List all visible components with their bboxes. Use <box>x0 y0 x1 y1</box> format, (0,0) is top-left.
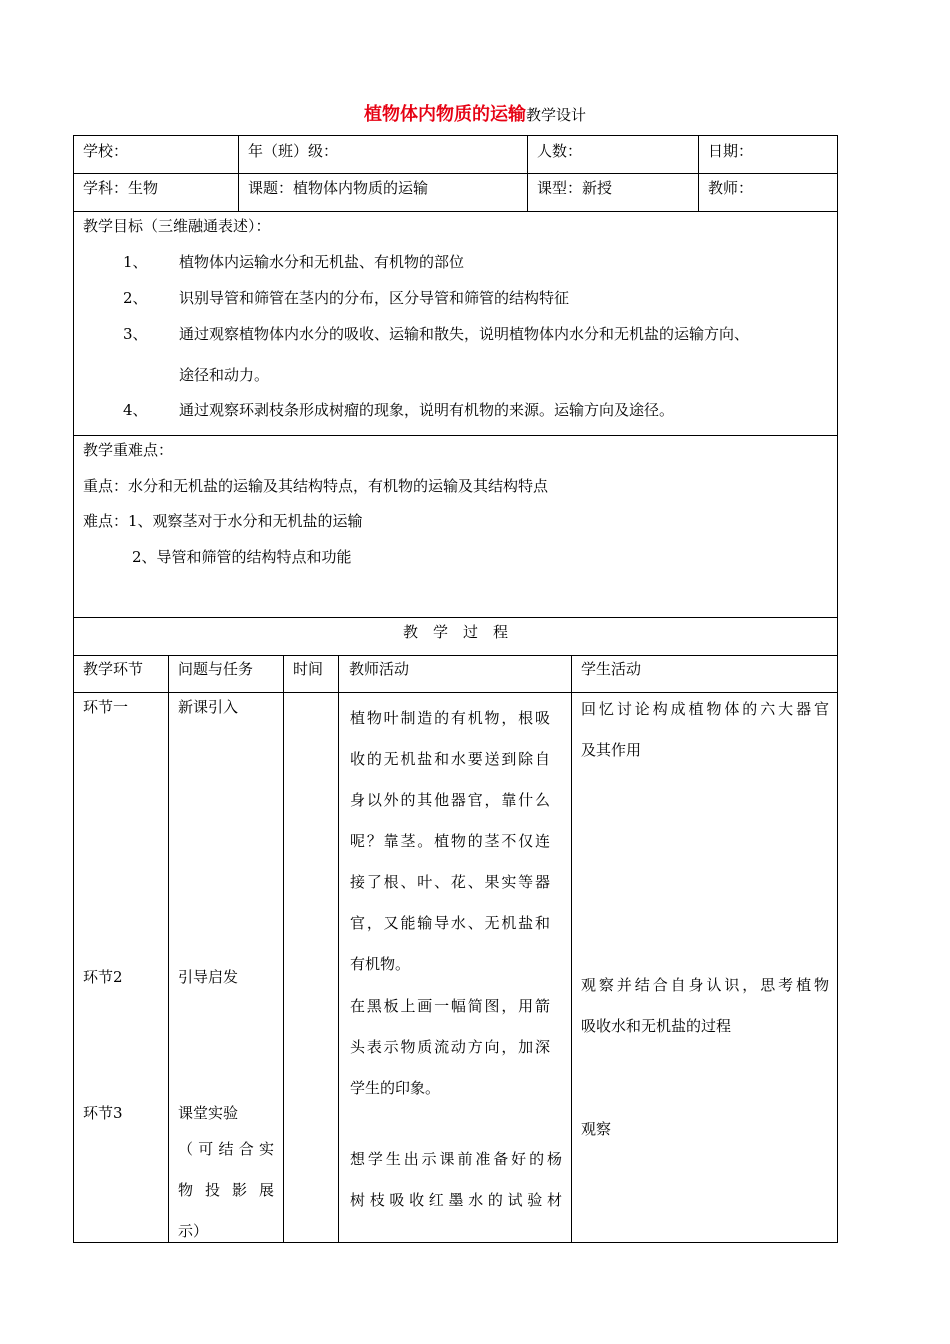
key-points: 重点：水分和无机盐的运输及其结构特点，有机物的运输及其结构特点 <box>83 477 549 495</box>
teacher-activity-1 <box>350 709 550 996</box>
title-suffix: 教学设计 <box>525 106 586 124</box>
text-line: 收的无机盐和水要送到除自 <box>350 750 550 768</box>
task-label: 引导启发 <box>178 968 239 986</box>
column-divider <box>571 655 572 1243</box>
process-title: 教 学 过 程 <box>402 623 508 641</box>
lesson-plan-table <box>73 135 838 1243</box>
objective-number: 2、 <box>123 289 148 307</box>
student-activity-2 <box>581 976 829 1058</box>
header-stage: 教学环节 <box>83 660 144 678</box>
task-note <box>178 1140 274 1263</box>
header-task: 问题与任务 <box>178 660 254 678</box>
count-label: 人数： <box>537 142 583 160</box>
row-divider <box>73 655 838 656</box>
text-line: 吸收水和无机盐的过程 <box>581 1017 732 1035</box>
row-divider <box>73 617 838 618</box>
text-line: 头表示物质流动方向，加深 <box>350 1038 550 1056</box>
table-border-right <box>837 135 838 1243</box>
objective-number: 1、 <box>123 253 148 271</box>
text-line: 树枝吸收红墨水的试验材 <box>350 1191 562 1209</box>
stage-label: 环节2 <box>83 968 123 986</box>
task-label: 新课引入 <box>178 698 239 716</box>
teacher-label: 教师： <box>708 179 754 197</box>
text-line: 官，又能输导水、无机盐和 <box>350 914 550 932</box>
task-note-line: 示） <box>178 1222 209 1240</box>
date-label: 日期： <box>708 142 754 160</box>
title-main: 植物体内物质的运输 <box>363 104 526 125</box>
text-line: 回忆讨论构成植物体的六大器官 <box>581 700 829 718</box>
objective-text: 识别导管和筛管在茎内的分布，区分导管和筛管的结构特征 <box>179 289 570 307</box>
school-label: 学校： <box>83 142 129 160</box>
header-teacher-activity: 教师活动 <box>349 660 410 678</box>
text-line: 植物叶制造的有机物，根吸 <box>350 709 550 727</box>
objective-text: 通过观察植物体内水分的吸收、运输和散失，说明植物体内水分和无机盐的运输方向、 <box>179 325 750 343</box>
topic-label: 课题：植物体内物质的运输 <box>248 179 429 197</box>
text-line: 想学生出示课前准备好的杨 <box>350 1150 562 1168</box>
objective-text: 植物体内运输水分和无机盐、有机物的部位 <box>179 253 465 271</box>
difficulty-heading: 教学重难点： <box>83 441 174 459</box>
teacher-activity-3 <box>350 1150 562 1232</box>
objective-text: 通过观察环剥枝条形成树瘤的现象，说明有机物的来源。运输方向及途径。 <box>179 401 675 419</box>
column-divider <box>238 135 239 211</box>
grade-label: 年（班）级： <box>248 142 339 160</box>
text-line: 及其作用 <box>581 741 642 759</box>
column-divider <box>168 655 169 1243</box>
row-divider <box>73 173 838 174</box>
subject-label: 学科：生物 <box>83 179 159 197</box>
task-note-line: 物投影展 <box>178 1181 274 1199</box>
stage-label: 环节3 <box>83 1104 123 1122</box>
row-divider <box>73 435 838 436</box>
text-line: 呢？靠茎。植物的茎不仅连 <box>350 832 550 850</box>
objective-text-continued: 途径和动力。 <box>179 366 270 384</box>
table-border-top <box>73 135 838 136</box>
text-line: 学生的印象。 <box>350 1079 441 1097</box>
type-label: 课型：新授 <box>537 179 613 197</box>
student-activity-3: 观察 <box>581 1120 612 1138</box>
objective-number: 3、 <box>123 325 148 343</box>
column-divider <box>283 655 284 1243</box>
table-border-left <box>73 135 74 1243</box>
student-activity-1 <box>581 700 829 782</box>
text-line: 接了根、叶、花、果实等器 <box>350 873 550 891</box>
header-time: 时间 <box>293 660 324 678</box>
objectives-heading: 教学目标（三维融通表述）： <box>83 217 271 235</box>
teacher-activity-2 <box>350 997 550 1120</box>
text-line: 有机物。 <box>350 955 411 973</box>
difficult-point-1: 难点：1、观察茎对于水分和无机盐的运输 <box>83 512 363 530</box>
difficult-point-2: 2、导管和筛管的结构特点和功能 <box>132 548 352 566</box>
column-divider <box>338 655 339 1243</box>
objective-number: 4、 <box>123 401 148 419</box>
column-divider <box>527 135 528 211</box>
document-title <box>0 100 950 126</box>
task-label: 课堂实验 <box>178 1104 239 1122</box>
stage-label: 环节一 <box>83 698 129 716</box>
row-divider <box>73 211 838 212</box>
text-line: 观察并结合自身认识，思考植物 <box>581 976 829 994</box>
text-line: 在黑板上画一幅简图，用箭 <box>350 997 550 1015</box>
header-student-activity: 学生活动 <box>581 660 642 678</box>
column-divider <box>698 135 699 211</box>
task-note-line: （可结合实 <box>178 1140 274 1158</box>
row-divider <box>73 692 838 693</box>
text-line: 身以外的其他器官，靠什么 <box>350 791 550 809</box>
